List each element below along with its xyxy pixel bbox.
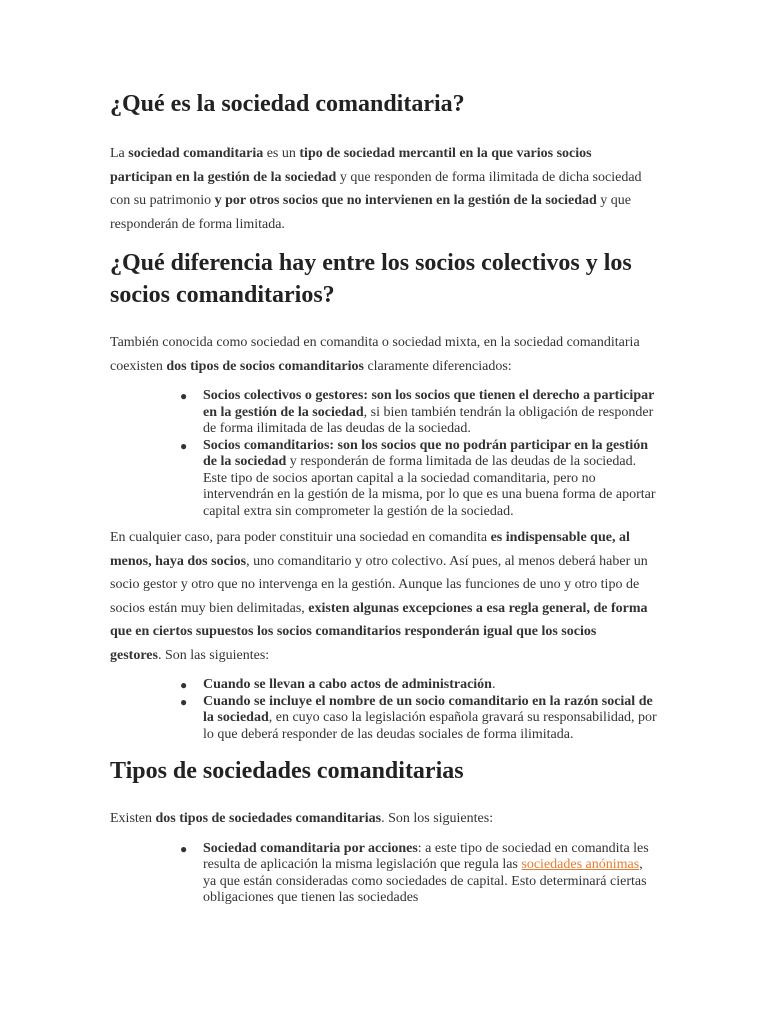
bold-text: sociedad comanditaria (128, 146, 264, 161)
text-run: claramente diferenciados: (363, 358, 512, 374)
text-run: También conocida como sociedad en comandita o sociedad mixta, en la sociedad comanditaria coexisten (110, 335, 640, 374)
list-item-por-acciones (180, 840, 658, 907)
text-run: . Son las siguientes: (157, 647, 270, 663)
bold-text: Socios comanditarios: son los socios que no podrán participar en la gestión de la sociedad (203, 437, 649, 469)
bold-text: Socios colectivos o gestores: son los socios que tienen el derecho a participar en la gestión de la sociedad (203, 388, 655, 420)
list-item-text (203, 694, 657, 742)
heading-que-es: ¿Qué es la sociedad comanditaria? (110, 91, 465, 117)
list-tipos-socios (180, 388, 658, 520)
list-item-text (203, 677, 495, 692)
bold-text: y por otros socios que no intervienen en la gestión de la sociedad (214, 193, 597, 208)
list-item-socios-comanditarios (180, 437, 658, 521)
bullet-icon: ● (180, 438, 188, 453)
text-run: es un (263, 146, 300, 161)
text-run: . Son los siguientes: (381, 811, 494, 826)
text-run: : a este tipo de sociedad en comandita les resulta de aplicación la misma legislación que regula las (203, 840, 649, 872)
heading-tipos-sociedades: Tipos de sociedades comanditarias (110, 758, 464, 784)
text-run: . (491, 677, 496, 692)
paragraph-tipos-socios (110, 331, 650, 378)
heading-diferencia: ¿Qué diferencia hay entre los socios colectivos y los socios comanditarios? (110, 250, 632, 308)
link-sociedades-anonimas[interactable]: sociedades anónimas (521, 857, 640, 872)
bold-text: existen algunas excepciones a esa regla general, de forma que en ciertos supuestos los socios comanditarios responderán igual que los socios gestores (110, 600, 648, 663)
text-run: y que responderán de forma limitada. (110, 193, 631, 232)
text-run: , en cuyo caso la legislación española gravará su responsabilidad, por lo que deberá responder de las deudas sociales de forma ilimitada. (203, 710, 657, 742)
list-item-text (203, 438, 656, 519)
text-run: y que responden de forma ilimitada de dicha sociedad con su patrimonio (110, 169, 642, 208)
text-run: , si bien también tendrán la obligación de responder de forma ilimitada de las deudas de la sociedad. (203, 404, 654, 436)
list-item-text (203, 841, 649, 906)
text-run: , ya que están consideradas como sociedades de capital. Esto determinará ciertas obligaciones que tienen las sociedades (203, 857, 647, 905)
text-run: , uno comanditario y otro colectivo. Así pues, al menos deberá haber un socio gestor y otro que no intervenga en la gestión. Aunque las funciones de uno y otro tipo de socios están muy bien delimitadas, (110, 553, 648, 616)
bullet-icon: ● (180, 678, 188, 692)
bold-text: dos tipos de socios comanditarios (166, 358, 364, 374)
bold-text: Cuando se llevan a cabo actos de administración (203, 677, 492, 692)
bold-text: dos tipos de sociedades comanditarias (155, 811, 382, 826)
document-page (110, 88, 657, 913)
bold-text: Cuando se incluye el nombre de un socio comanditario en la razón social de la sociedad (203, 693, 653, 725)
text-run: En cualquier caso, para poder constituir una sociedad en comandita (110, 530, 491, 545)
bold-text: es indispensable que, al menos, haya dos socios (110, 530, 630, 569)
list-excepciones (180, 677, 658, 743)
paragraph-definicion (110, 142, 650, 236)
list-item-socios-colectivos (180, 388, 658, 438)
bullet-icon: ● (180, 694, 188, 709)
list-tipos-sociedades (180, 840, 658, 907)
text-run: Existen (110, 811, 156, 826)
paragraph-excepciones (110, 526, 650, 667)
bold-text: tipo de sociedad mercantil en la que varios socios participan en la gestión de la sociedad (110, 146, 592, 185)
bullet-icon: ● (180, 841, 188, 856)
list-item-text (203, 388, 654, 436)
bold-text: Sociedad comanditaria por acciones (203, 840, 418, 856)
list-item-actos-administracion (180, 677, 658, 694)
text-run: La (110, 146, 129, 161)
paragraph-dos-tipos (110, 807, 650, 831)
bullet-icon: ● (180, 389, 188, 403)
list-item-razon-social (180, 693, 658, 744)
text-run: y responderán de forma limitada de las deudas de la sociedad. Este tipo de socios aportan capital a la sociedad comanditaria, pero no intervendrán en la gestión de la misma, por lo que es una buena forma de aportar capital extra sin comprometer la gestión de la sociedad. (203, 454, 656, 519)
